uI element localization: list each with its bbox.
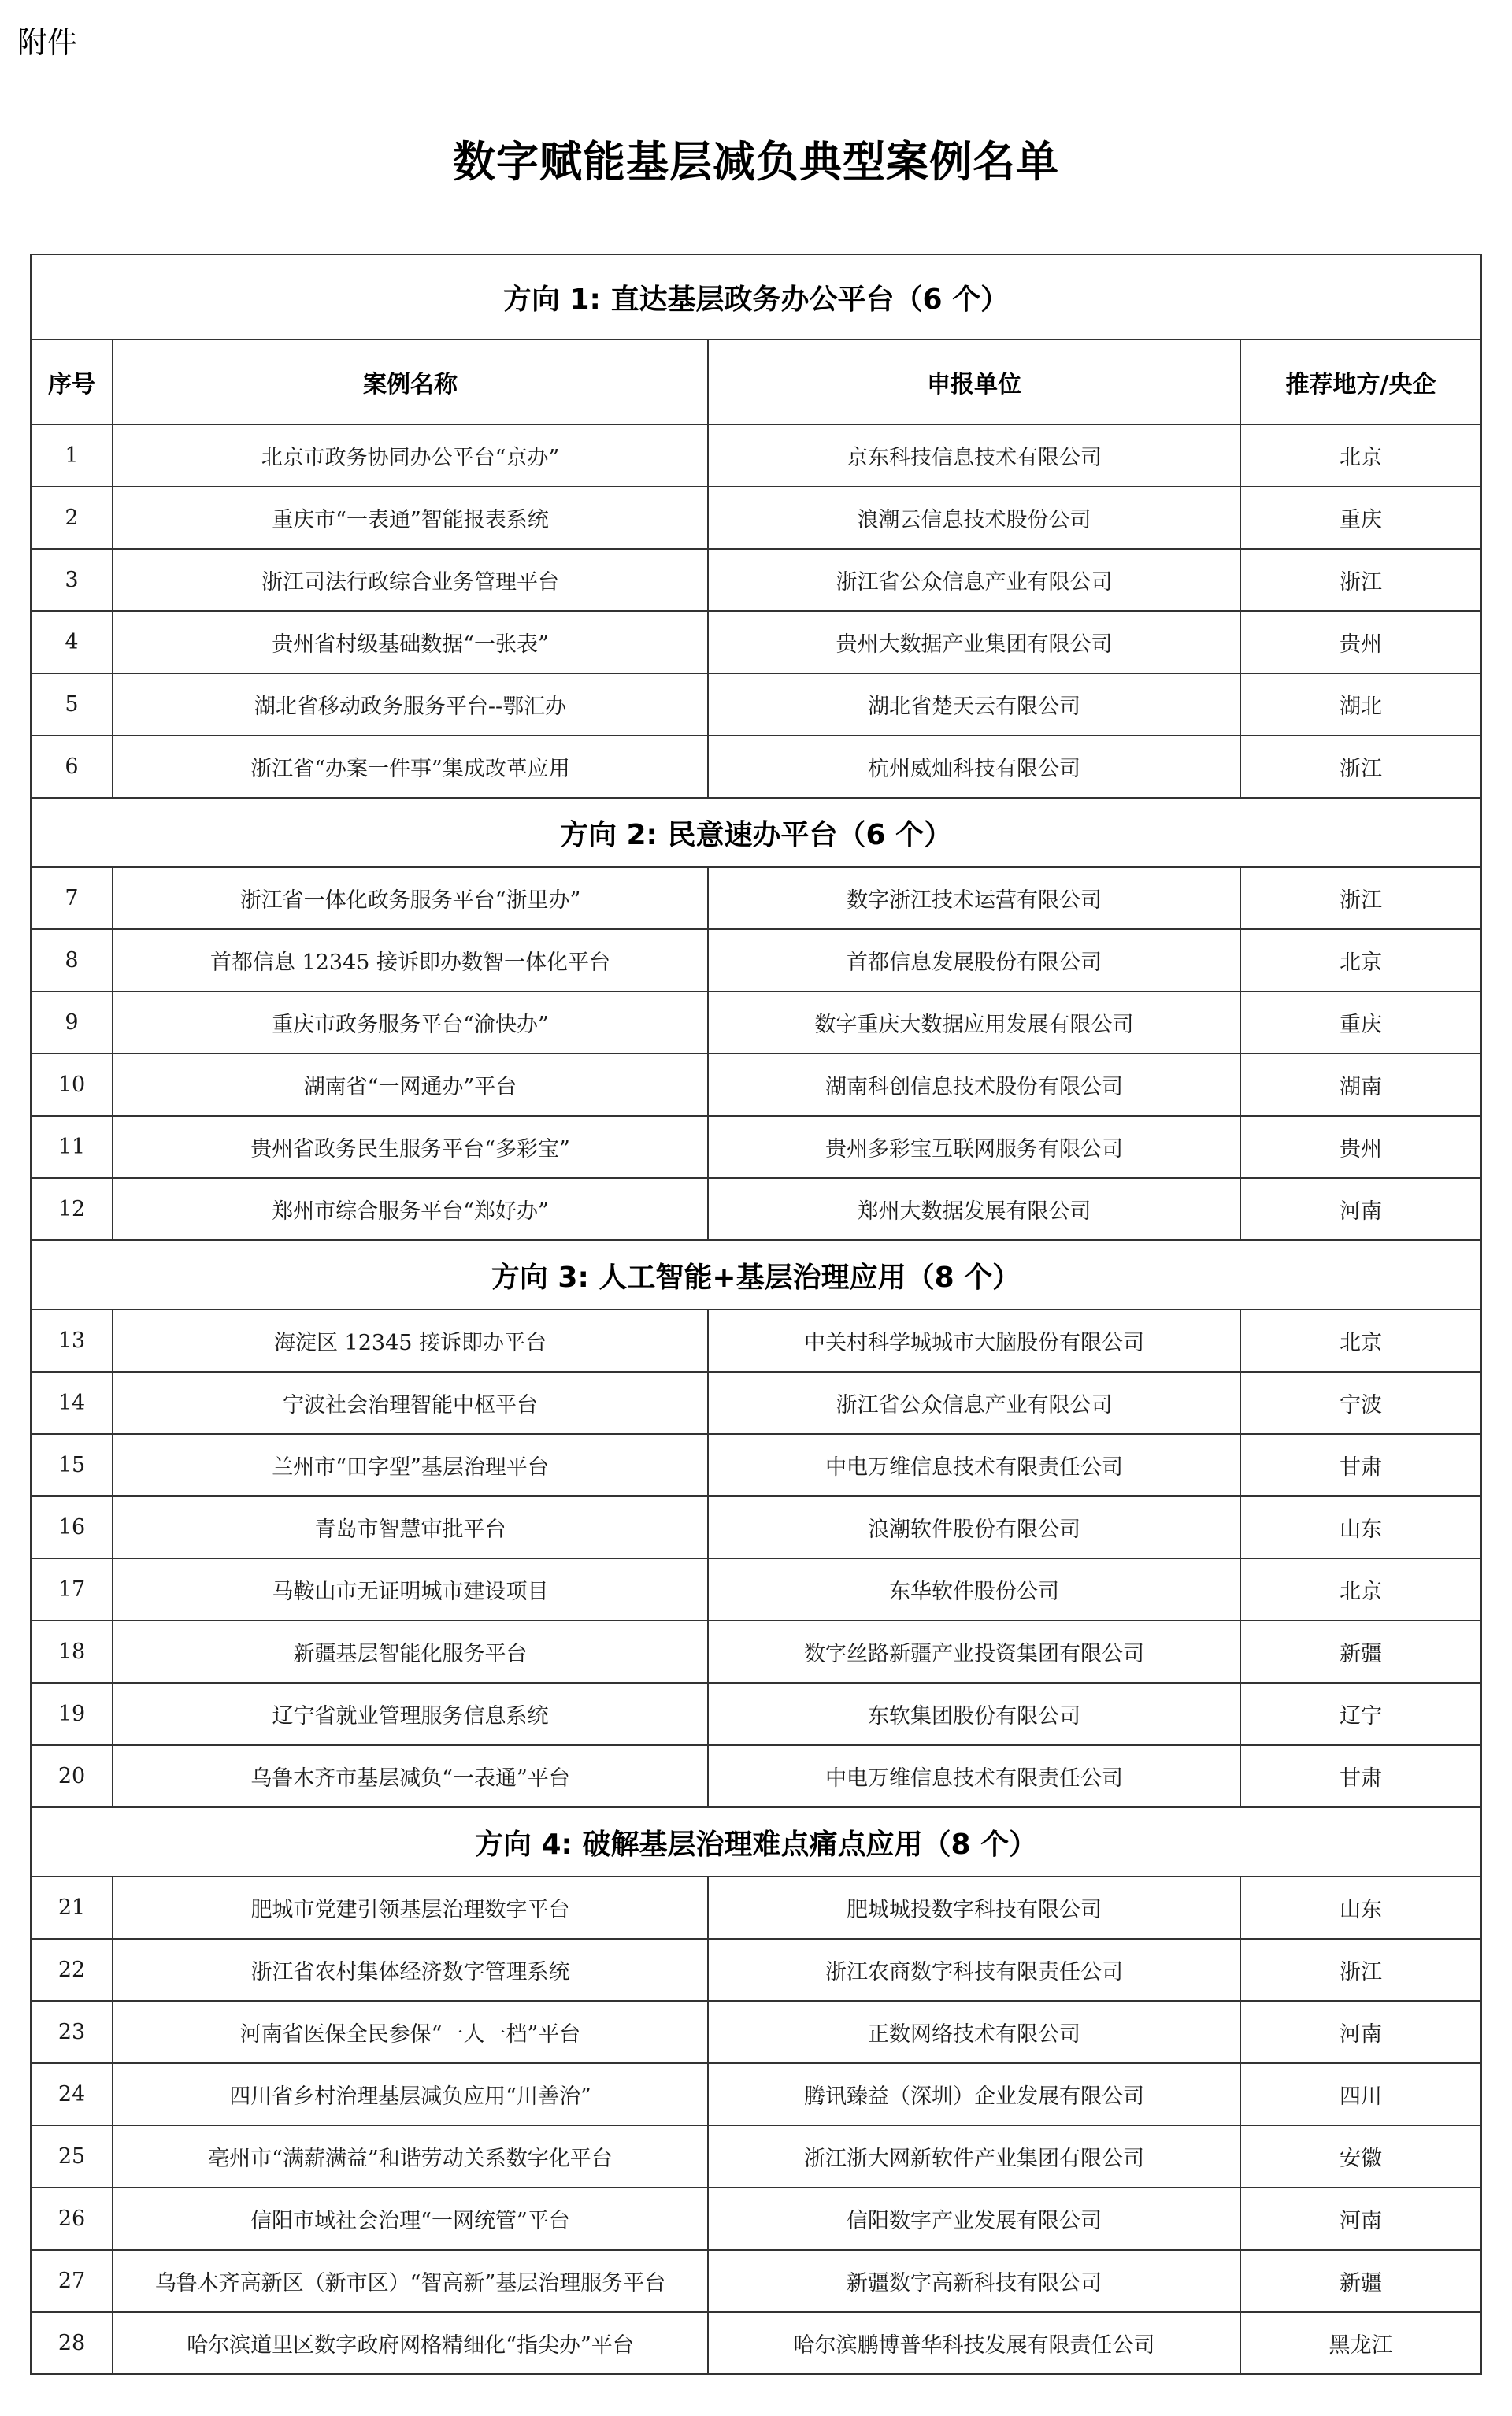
section-header-row [31,1240,1481,1310]
applicant-unit: 中电万维信息技术有限责任公司 [708,1434,1240,1496]
recommending-region: 重庆 [1240,991,1481,1054]
applicant-unit: 新疆数字高新科技有限公司 [708,2250,1240,2312]
case-number: 1 [31,424,113,487]
section-title: 方向 3: 人工智能+基层治理应用（8 个） [31,1240,1481,1310]
table-row [31,2188,1481,2250]
recommending-region: 贵州 [1240,1116,1481,1178]
case-name: 浙江司法行政综合业务管理平台 [113,549,708,611]
case-name: 浙江省“办案一件事”集成改革应用 [113,736,708,798]
applicant-unit: 杭州威灿科技有限公司 [708,736,1240,798]
section-header-row [31,798,1481,867]
document-title: 数字赋能基层减负典型案例名单 [453,137,1059,187]
section-header-row [31,1807,1481,1877]
case-number: 25 [31,2125,113,2188]
column-header-region: 推荐地方/央企 [1240,339,1481,424]
recommending-region: 浙江 [1240,867,1481,929]
recommending-region: 北京 [1240,424,1481,487]
table-row [31,2250,1481,2312]
table-row [31,736,1481,798]
table-row [31,929,1481,991]
case-name: 亳州市“满薪满益”和谐劳动关系数字化平台 [113,2125,708,2188]
column-header-name: 案例名称 [113,339,708,424]
case-name: 新疆基层智能化服务平台 [113,1621,708,1683]
applicant-unit: 贵州大数据产业集团有限公司 [708,611,1240,673]
table-row [31,1683,1481,1745]
case-number: 24 [31,2063,113,2125]
applicant-unit: 正数网络技术有限公司 [708,2001,1240,2063]
table-row [31,1496,1481,1558]
case-number: 12 [31,1178,113,1240]
table-row [31,1054,1481,1116]
recommending-region: 北京 [1240,1558,1481,1621]
attachment-label: 附件 [17,25,78,60]
applicant-unit: 湖南科创信息技术股份有限公司 [708,1054,1240,1116]
recommending-region: 河南 [1240,1178,1481,1240]
case-name: 浙江省一体化政务服务平台“浙里办” [113,867,708,929]
recommending-region: 重庆 [1240,487,1481,549]
table-row [31,1939,1481,2001]
case-number: 3 [31,549,113,611]
case-number: 7 [31,867,113,929]
applicant-unit: 贵州多彩宝互联网服务有限公司 [708,1116,1240,1178]
case-name: 海淀区 12345 接诉即办平台 [113,1310,708,1372]
applicant-unit: 东软集团股份有限公司 [708,1683,1240,1745]
table-row [31,1877,1481,1939]
case-number: 22 [31,1939,113,2001]
case-name: 信阳市域社会治理“一网统管”平台 [113,2188,708,2250]
recommending-region: 河南 [1240,2001,1481,2063]
column-header-unit: 申报单位 [708,339,1240,424]
column-header-no: 序号 [31,339,113,424]
recommending-region: 甘肃 [1240,1434,1481,1496]
section-title: 方向 4: 破解基层治理难点痛点应用（8 个） [31,1807,1481,1877]
column-header-row [31,339,1481,424]
applicant-unit: 肥城城投数字科技有限公司 [708,1877,1240,1939]
applicant-unit: 京东科技信息技术有限公司 [708,424,1240,487]
case-number: 13 [31,1310,113,1372]
table-row [31,1558,1481,1621]
case-name: 首都信息 12345 接诉即办数智一体化平台 [113,929,708,991]
table-row [31,1621,1481,1683]
case-name: 湖北省移动政务服务平台--鄂汇办 [113,673,708,736]
case-number: 27 [31,2250,113,2312]
applicant-unit: 浪潮软件股份有限公司 [708,1496,1240,1558]
recommending-region: 安徽 [1240,2125,1481,2188]
recommending-region: 河南 [1240,2188,1481,2250]
case-name: 辽宁省就业管理服务信息系统 [113,1683,708,1745]
case-name: 湖南省“一网通办”平台 [113,1054,708,1116]
case-number: 23 [31,2001,113,2063]
recommending-region: 湖北 [1240,673,1481,736]
section-title: 方向 1: 直达基层政务办公平台（6 个） [31,254,1481,339]
case-name: 浙江省农村集体经济数字管理系统 [113,1939,708,2001]
case-number: 8 [31,929,113,991]
recommending-region: 黑龙江 [1240,2312,1481,2374]
case-name: 贵州省政务民生服务平台“多彩宝” [113,1116,708,1178]
case-name: 北京市政务协同办公平台“京办” [113,424,708,487]
table-row [31,1745,1481,1807]
applicant-unit: 中电万维信息技术有限责任公司 [708,1745,1240,1807]
applicant-unit: 浙江省公众信息产业有限公司 [708,549,1240,611]
case-number: 28 [31,2312,113,2374]
table-row [31,2312,1481,2374]
case-name: 乌鲁木齐高新区（新市区）“智高新”基层治理服务平台 [113,2250,708,2312]
applicant-unit: 郑州大数据发展有限公司 [708,1178,1240,1240]
case-list-table [30,254,1482,2375]
applicant-unit: 数字浙江技术运营有限公司 [708,867,1240,929]
table-row [31,611,1481,673]
table-row [31,487,1481,549]
case-number: 2 [31,487,113,549]
recommending-region: 北京 [1240,929,1481,991]
case-number: 16 [31,1496,113,1558]
table-row [31,991,1481,1054]
case-name: 乌鲁木齐市基层减负“一表通”平台 [113,1745,708,1807]
recommending-region: 新疆 [1240,2250,1481,2312]
applicant-unit: 浪潮云信息技术股份公司 [708,487,1240,549]
case-name: 兰州市“田字型”基层治理平台 [113,1434,708,1496]
recommending-region: 辽宁 [1240,1683,1481,1745]
case-number: 18 [31,1621,113,1683]
recommending-region: 山东 [1240,1496,1481,1558]
case-name: 四川省乡村治理基层减负应用“川善治” [113,2063,708,2125]
case-name: 重庆市政务服务平台“渝快办” [113,991,708,1054]
case-name: 贵州省村级基础数据“一张表” [113,611,708,673]
table-row [31,1178,1481,1240]
table-row [31,1434,1481,1496]
table-row [31,867,1481,929]
applicant-unit: 浙江省公众信息产业有限公司 [708,1372,1240,1434]
table-row [31,2063,1481,2125]
case-number: 26 [31,2188,113,2250]
case-name: 郑州市综合服务平台“郑好办” [113,1178,708,1240]
applicant-unit: 东华软件股份公司 [708,1558,1240,1621]
case-number: 19 [31,1683,113,1745]
recommending-region: 浙江 [1240,549,1481,611]
recommending-region: 北京 [1240,1310,1481,1372]
case-name: 马鞍山市无证明城市建设项目 [113,1558,708,1621]
case-number: 6 [31,736,113,798]
recommending-region: 宁波 [1240,1372,1481,1434]
applicant-unit: 中关村科学城城市大脑股份有限公司 [708,1310,1240,1372]
recommending-region: 山东 [1240,1877,1481,1939]
table-row [31,673,1481,736]
case-number: 21 [31,1877,113,1939]
applicant-unit: 数字重庆大数据应用发展有限公司 [708,991,1240,1054]
case-name: 肥城市党建引领基层治理数字平台 [113,1877,708,1939]
applicant-unit: 浙江浙大网新软件产业集团有限公司 [708,2125,1240,2188]
table-row [31,2001,1481,2063]
table-row [31,1372,1481,1434]
case-number: 20 [31,1745,113,1807]
applicant-unit: 哈尔滨鹏博普华科技发展有限责任公司 [708,2312,1240,2374]
case-number: 10 [31,1054,113,1116]
case-number: 11 [31,1116,113,1178]
case-number: 17 [31,1558,113,1621]
case-number: 9 [31,991,113,1054]
recommending-region: 浙江 [1240,1939,1481,2001]
applicant-unit: 湖北省楚天云有限公司 [708,673,1240,736]
recommending-region: 浙江 [1240,736,1481,798]
table-row [31,2125,1481,2188]
case-number: 15 [31,1434,113,1496]
applicant-unit: 数字丝路新疆产业投资集团有限公司 [708,1621,1240,1683]
table-row [31,424,1481,487]
case-number: 14 [31,1372,113,1434]
recommending-region: 四川 [1240,2063,1481,2125]
case-number: 4 [31,611,113,673]
case-list-body [31,254,1481,2374]
table-row [31,549,1481,611]
section-header-row [31,254,1481,339]
applicant-unit: 浙江农商数字科技有限责任公司 [708,1939,1240,2001]
applicant-unit: 信阳数字产业发展有限公司 [708,2188,1240,2250]
applicant-unit: 首都信息发展股份有限公司 [708,929,1240,991]
case-name: 哈尔滨道里区数字政府网格精细化“指尖办”平台 [113,2312,708,2374]
applicant-unit: 腾讯臻益（深圳）企业发展有限公司 [708,2063,1240,2125]
table-row [31,1116,1481,1178]
case-name: 重庆市“一表通”智能报表系统 [113,487,708,549]
recommending-region: 新疆 [1240,1621,1481,1683]
recommending-region: 甘肃 [1240,1745,1481,1807]
recommending-region: 湖南 [1240,1054,1481,1116]
case-number: 5 [31,673,113,736]
table-row [31,1310,1481,1372]
case-name: 河南省医保全民参保“一人一档”平台 [113,2001,708,2063]
section-title: 方向 2: 民意速办平台（6 个） [31,798,1481,867]
recommending-region: 贵州 [1240,611,1481,673]
case-name: 宁波社会治理智能中枢平台 [113,1372,708,1434]
case-name: 青岛市智慧审批平台 [113,1496,708,1558]
